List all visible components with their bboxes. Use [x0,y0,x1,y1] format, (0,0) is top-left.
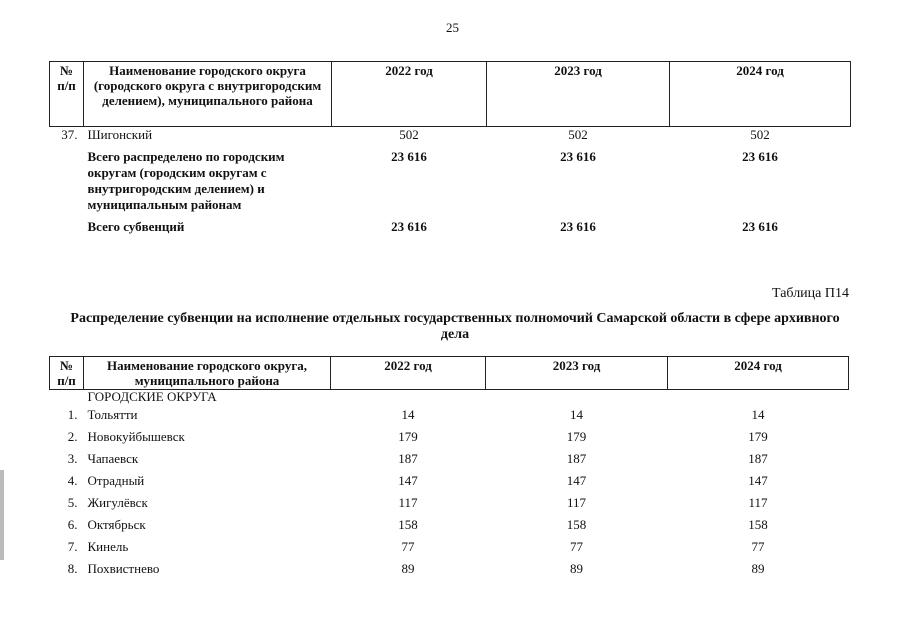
value-2024: 89 [751,561,765,576]
row-number: 3. [67,451,78,466]
row-number: 37. [61,127,78,142]
header-2022: 2022 год [331,357,486,390]
row-number: 6. [67,517,78,532]
table-row [50,492,849,514]
row-name: Отрадный [87,473,145,488]
value-2024: 14 [751,407,765,422]
total-distributed-row [50,143,851,213]
value-2022: 158 [398,517,418,532]
value-2022: 117 [398,495,418,510]
header-2024: 2024 год [668,357,849,390]
value-2024: 502 [750,127,770,142]
header-2024: 2024 год [670,62,851,127]
value-2023: 89 [570,561,583,576]
value-2022: 89 [401,561,415,576]
value-2022: 187 [398,451,418,466]
value-2022: 147 [398,473,418,488]
table-title: Распределение субвенции на исполнение отдельных государственных полномочий Самарской области в сфере архивного дела [70,311,840,342]
header-2023: 2023 год [486,357,668,390]
total-value-2023: 23 616 [560,149,596,164]
scan-artifact [0,470,4,560]
value-2023: 179 [566,429,587,444]
row-name: Новокуйбышевск [87,429,185,444]
row-number: 1. [67,407,78,422]
group-label: ГОРОДСКИЕ ОКРУГА [87,389,217,404]
table-2-header [50,357,849,390]
group-row [50,390,849,405]
total-value-2023: 23 616 [560,219,596,234]
value-2023: 117 [566,495,587,510]
value-2023: 77 [570,539,583,554]
table-row [50,448,849,470]
empty-cell [50,213,84,235]
row-number: 4. [67,473,78,488]
row-name: Тольятти [87,407,138,422]
row-number: 7. [67,539,78,554]
value-2023: 158 [566,517,587,532]
table-row [50,127,851,144]
header-name: Наименование городского округа (городского округа с внутригородским делением), муниципального района [84,62,332,127]
table-row [50,514,849,536]
table-2 [49,356,849,580]
table-row [50,470,849,492]
row-name: Жигулёвск [87,495,148,510]
row-number: 8. [67,561,78,576]
total-subventions-row [50,213,851,235]
value-2024: 77 [751,539,765,554]
total-value-2022: 23 616 [391,219,427,234]
total-label: Всего субвенций [87,219,185,234]
header-2022: 2022 год [332,62,487,127]
value-2023: 502 [568,127,588,142]
table-1 [49,61,851,235]
value-2024: 187 [748,451,768,466]
value-2023: 147 [566,473,587,488]
table-row [50,404,849,426]
value-2024: 179 [748,429,768,444]
value-2023: 14 [570,407,583,422]
page-number: 25 [446,20,459,35]
header-num: № п/п [50,62,84,127]
row-name: Похвистнево [87,561,160,576]
empty-cell [50,390,84,405]
row-name: Шигонский [87,127,153,142]
value-2024: 147 [748,473,768,488]
value-2022: 77 [401,539,415,554]
value-2022: 179 [398,429,418,444]
table-row [50,558,849,580]
empty-cell [50,143,84,213]
value-2022: 14 [401,407,415,422]
value-2022: 502 [399,127,419,142]
row-name: Кинель [87,539,129,554]
total-value-2022: 23 616 [391,149,427,164]
header-2023: 2023 год [487,62,670,127]
table-label: Таблица П14 [772,286,849,301]
total-value-2024: 23 616 [742,219,778,234]
value-2024: 117 [748,495,768,510]
header-num: № п/п [50,357,84,390]
value-2023: 187 [566,451,587,466]
total-label: Всего распределено по городским округам (городским округам с внутригородским делением) и муниципальным районам [87,149,285,212]
total-value-2024: 23 616 [742,149,778,164]
header-name: Наименование городского округа, муниципального района [84,357,331,390]
table-row [50,426,849,448]
row-name: Октябрьск [87,517,146,532]
value-2024: 158 [748,517,768,532]
row-number: 2. [67,429,78,444]
table-row [50,536,849,558]
row-number: 5. [67,495,78,510]
row-name: Чапаевск [87,451,139,466]
table-1-header [50,62,851,127]
